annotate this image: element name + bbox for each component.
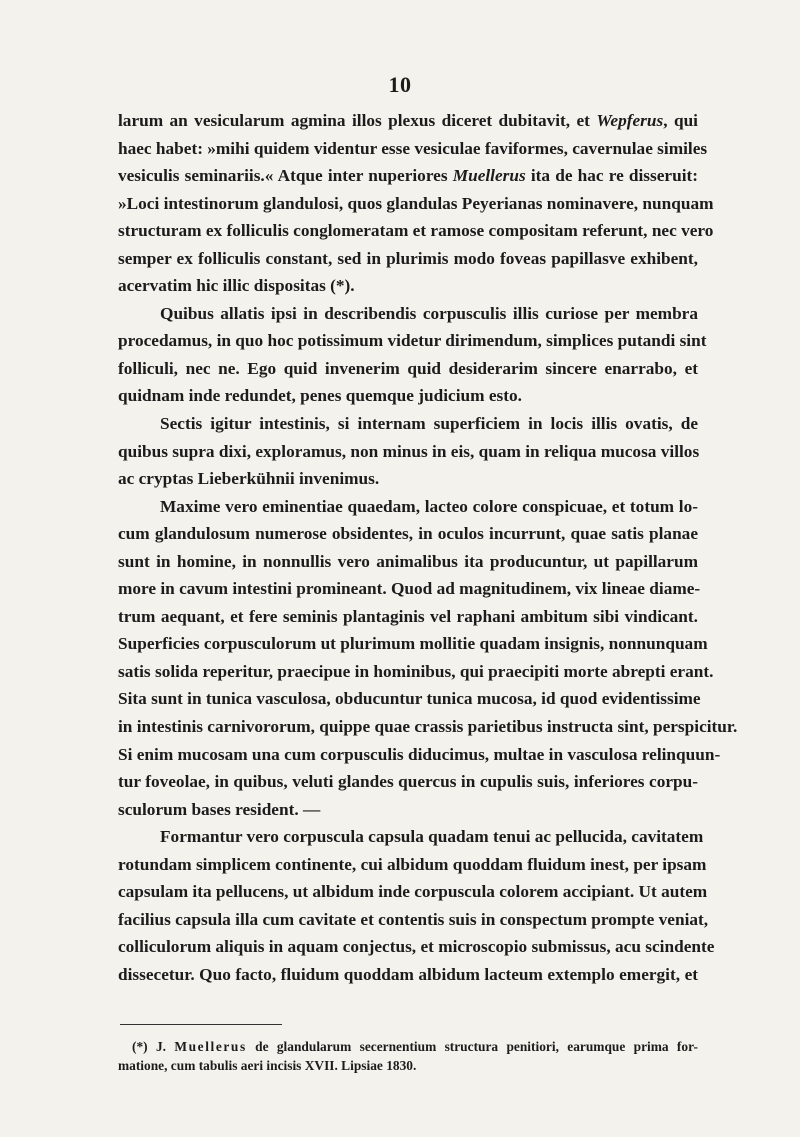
text-line: »Loci intestinorum glandulosi, quos glandulas Peyerianas nominavere, nunquam <box>118 193 714 213</box>
footnote-rule <box>120 1024 282 1025</box>
text-line: satis solida reperitur, praecipue in hominibus, qui praecipiti morte abrepti erant. <box>118 661 714 681</box>
page-number: 10 <box>388 72 412 97</box>
author-name: Muellerus <box>452 166 526 186</box>
text-line: Quibus allatis ipsi in describendis corpusculis illis curiose per membra <box>160 303 698 323</box>
text-line: ac cryptas Lieberkühnii invenimus. <box>118 469 380 489</box>
footnote-line: matione, cum tabulis aeri incisis XVII. Lipsiae 1830. <box>118 1058 417 1073</box>
text-line: procedamus, in quo hoc potissimum videtur dirimendum, simplices putandi sint <box>118 331 707 351</box>
text-line: structuram ex folliculis conglomeratam et ramose compositam referunt, nec vero <box>118 221 714 241</box>
text-line: rotundam simplicem continente, cui albidum quoddam fluidum inest, per ipsam <box>118 854 707 874</box>
text-line: tur foveolae, in quibus, veluti glandes quercus in cupulis suis, inferiores corpu- <box>118 772 698 792</box>
text-line: facilius capsula illa cum cavitate et contentis suis in conspectum prompte veniat, <box>118 909 709 929</box>
text-line <box>118 162 698 190</box>
author-name: Wepferus <box>596 111 664 130</box>
text-line: capsulam ita pellucens, ut albidum inde corpuscula colorem accipiant. Ut autem <box>118 882 708 902</box>
text-line: more in cavum intestini promineant. Quod ad magnitudinem, vix lineae diame- <box>118 579 701 599</box>
footnote <box>118 1037 698 1075</box>
body-text <box>118 107 738 989</box>
footnote-text: de glandularum secernentium structura penitiori, earumque prima for- <box>246 1039 698 1054</box>
text-line: quidnam inde redundet, penes quemque judicium esto. <box>118 386 522 406</box>
text-line: Sectis igitur intestinis, si internam superficiem in locis illis ovatis, de <box>160 414 698 434</box>
text-line: sculorum bases resident. — <box>118 799 321 819</box>
text-line: dissecetur. Quo facto, fluidum quoddam albidum lacteum extemplo emergit, et <box>118 964 698 984</box>
footnote-author: Muellerus <box>174 1039 247 1054</box>
text-segment: ita de hac re disseruit: <box>525 166 699 186</box>
text-line: semper ex folliculis constant, sed in plurimis modo foveas papillasve exhibent, <box>118 248 698 268</box>
text-segment: vesiculis seminariis.« Atque inter nuperiores <box>118 166 453 186</box>
text-line <box>118 107 698 135</box>
text-line: Sita sunt in tunica vasculosa, obducuntur tunica mucosa, id quod evidentissime <box>118 689 701 709</box>
text-line: Maxime vero eminentiae quaedam, lacteo colore conspicuae, et totum lo- <box>160 496 698 516</box>
text-line: folliculi, nec ne. Ego quid invenerim quid desiderarim sincere enarrabo, et <box>118 358 698 378</box>
text-segment: larum an vesicularum agmina illos plexus diceret dubitavit, et <box>118 111 597 130</box>
text-line: sunt in homine, in nonnullis vero animalibus ita producuntur, ut papillarum <box>118 551 698 571</box>
text-line: cum glandulosum numerose obsidentes, in oculos incurrunt, quae satis planae <box>118 524 698 544</box>
text-line: acervatim hic illic dispositas (*). <box>118 276 355 296</box>
text-line: Superficies corpusculorum ut plurimum mollitie quadam insignis, nonnunquam <box>118 634 708 654</box>
text-line: trum aequant, et fere seminis plantaginis vel raphani ambitum sibi vindicant. <box>118 606 698 626</box>
text-line: colliculorum aliquis in aquam conjectus, et microscopio submissus, acu scindente <box>118 937 715 957</box>
text-line: Si enim mucosam una cum corpusculis diducimus, multae in vasculosa relinquun- <box>118 744 721 764</box>
footnote-marker: (*) J. <box>132 1039 175 1054</box>
text-line: Formantur vero corpuscula capsula quadam tenui ac pellucida, cavitatem <box>160 827 704 847</box>
text-line: in intestinis carnivororum, quippe quae crassis parietibus instructa sint, perspicitur. <box>118 717 738 737</box>
text-segment: , qui <box>663 111 698 130</box>
text-line: haec habet: »mihi quidem videntur esse vesiculae faviformes, cavernulae similes <box>118 138 708 158</box>
footnote-line <box>118 1037 698 1056</box>
text-line: quibus supra dixi, exploramus, non minus in eis, quam in reliqua mucosa villos <box>118 441 700 461</box>
